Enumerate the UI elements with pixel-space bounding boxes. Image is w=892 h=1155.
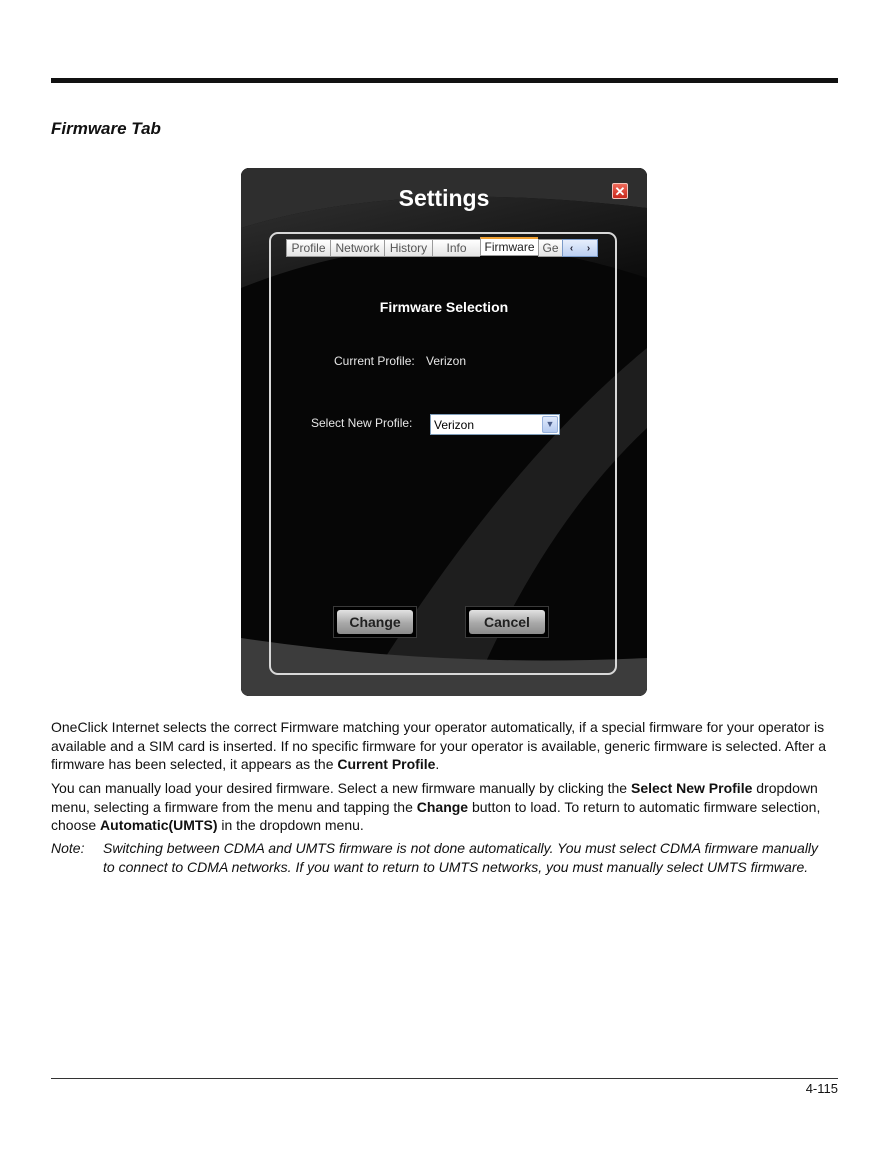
note-line-2: to connect to CDMA networks. If you want to return to UMTS networks, you must manually select UMTS firmware. xyxy=(103,858,809,875)
tab-network[interactable]: Network xyxy=(330,239,384,257)
bold-term: Automatic(UMTS) xyxy=(100,817,218,833)
section-title: Firmware Tab xyxy=(51,119,161,138)
chevron-right-icon[interactable]: › xyxy=(586,242,591,254)
select-new-profile-label: Select New Profile: xyxy=(311,416,413,430)
note-line-1: Switching between CDMA and UMTS firmware is not done automatically. You must select CDMA firmware manually xyxy=(103,840,819,856)
paragraph-text: . xyxy=(435,756,440,772)
paragraph-text: OneClick Internet selects the correct Firmware matching your operator automatically, if a special firmware for your operator is available and a SIM card is inserted. If no specific firmware for your operator is available, generic firmware is selected. After a firmware has been selected, it appears as the xyxy=(51,719,827,772)
footer-rule xyxy=(51,1078,838,1079)
tab-firmware[interactable]: Firmware xyxy=(480,237,538,256)
tab-scroll-buttons xyxy=(562,239,598,257)
page-number: 4-115 xyxy=(805,1081,838,1096)
select-new-profile-dropdown[interactable] xyxy=(430,414,560,435)
tab-info[interactable]: Info xyxy=(432,239,480,257)
change-button[interactable] xyxy=(333,606,417,638)
change-button-label: Change xyxy=(337,610,413,634)
bold-term: Select New Profile xyxy=(630,780,753,796)
note-label: Note: xyxy=(51,840,85,856)
current-profile-value: Verizon xyxy=(426,354,467,368)
chevron-left-icon[interactable]: ‹ xyxy=(569,242,574,254)
tab-general[interactable]: Ge xyxy=(538,239,562,257)
paragraph-manual-load xyxy=(51,779,841,835)
paragraph-auto-selection xyxy=(51,718,841,774)
tab-history[interactable]: History xyxy=(384,239,432,257)
tab-bar xyxy=(286,239,598,257)
paragraph-text: dropdown menu, selecting a firmware from the menu and tapping the xyxy=(51,780,818,815)
window-title: Settings xyxy=(398,185,490,211)
paragraph-text: in the dropdown menu. xyxy=(217,817,364,833)
bold-term: Current Profile xyxy=(337,756,436,772)
cancel-button[interactable] xyxy=(465,606,549,638)
selected-profile-value: Verizon xyxy=(434,418,475,432)
close-button[interactable]: ✕ xyxy=(612,183,628,199)
firmware-selection-heading: Firmware Selection xyxy=(379,299,509,315)
chevron-down-icon[interactable]: ▼ xyxy=(542,416,558,433)
current-profile-label: Current Profile: xyxy=(334,354,415,368)
cancel-button-label: Cancel xyxy=(469,610,545,634)
settings-window xyxy=(241,168,647,696)
bold-term: Change xyxy=(416,798,469,815)
note xyxy=(51,839,841,876)
paragraph-text: You can manually load your desired firmware. Select a new firmware manually by clicking the xyxy=(51,780,631,796)
paragraph-text: button to load. To return to automatic firmware selection, choose xyxy=(51,798,821,833)
header-rule xyxy=(51,78,838,83)
tab-profile[interactable]: Profile xyxy=(286,239,330,257)
